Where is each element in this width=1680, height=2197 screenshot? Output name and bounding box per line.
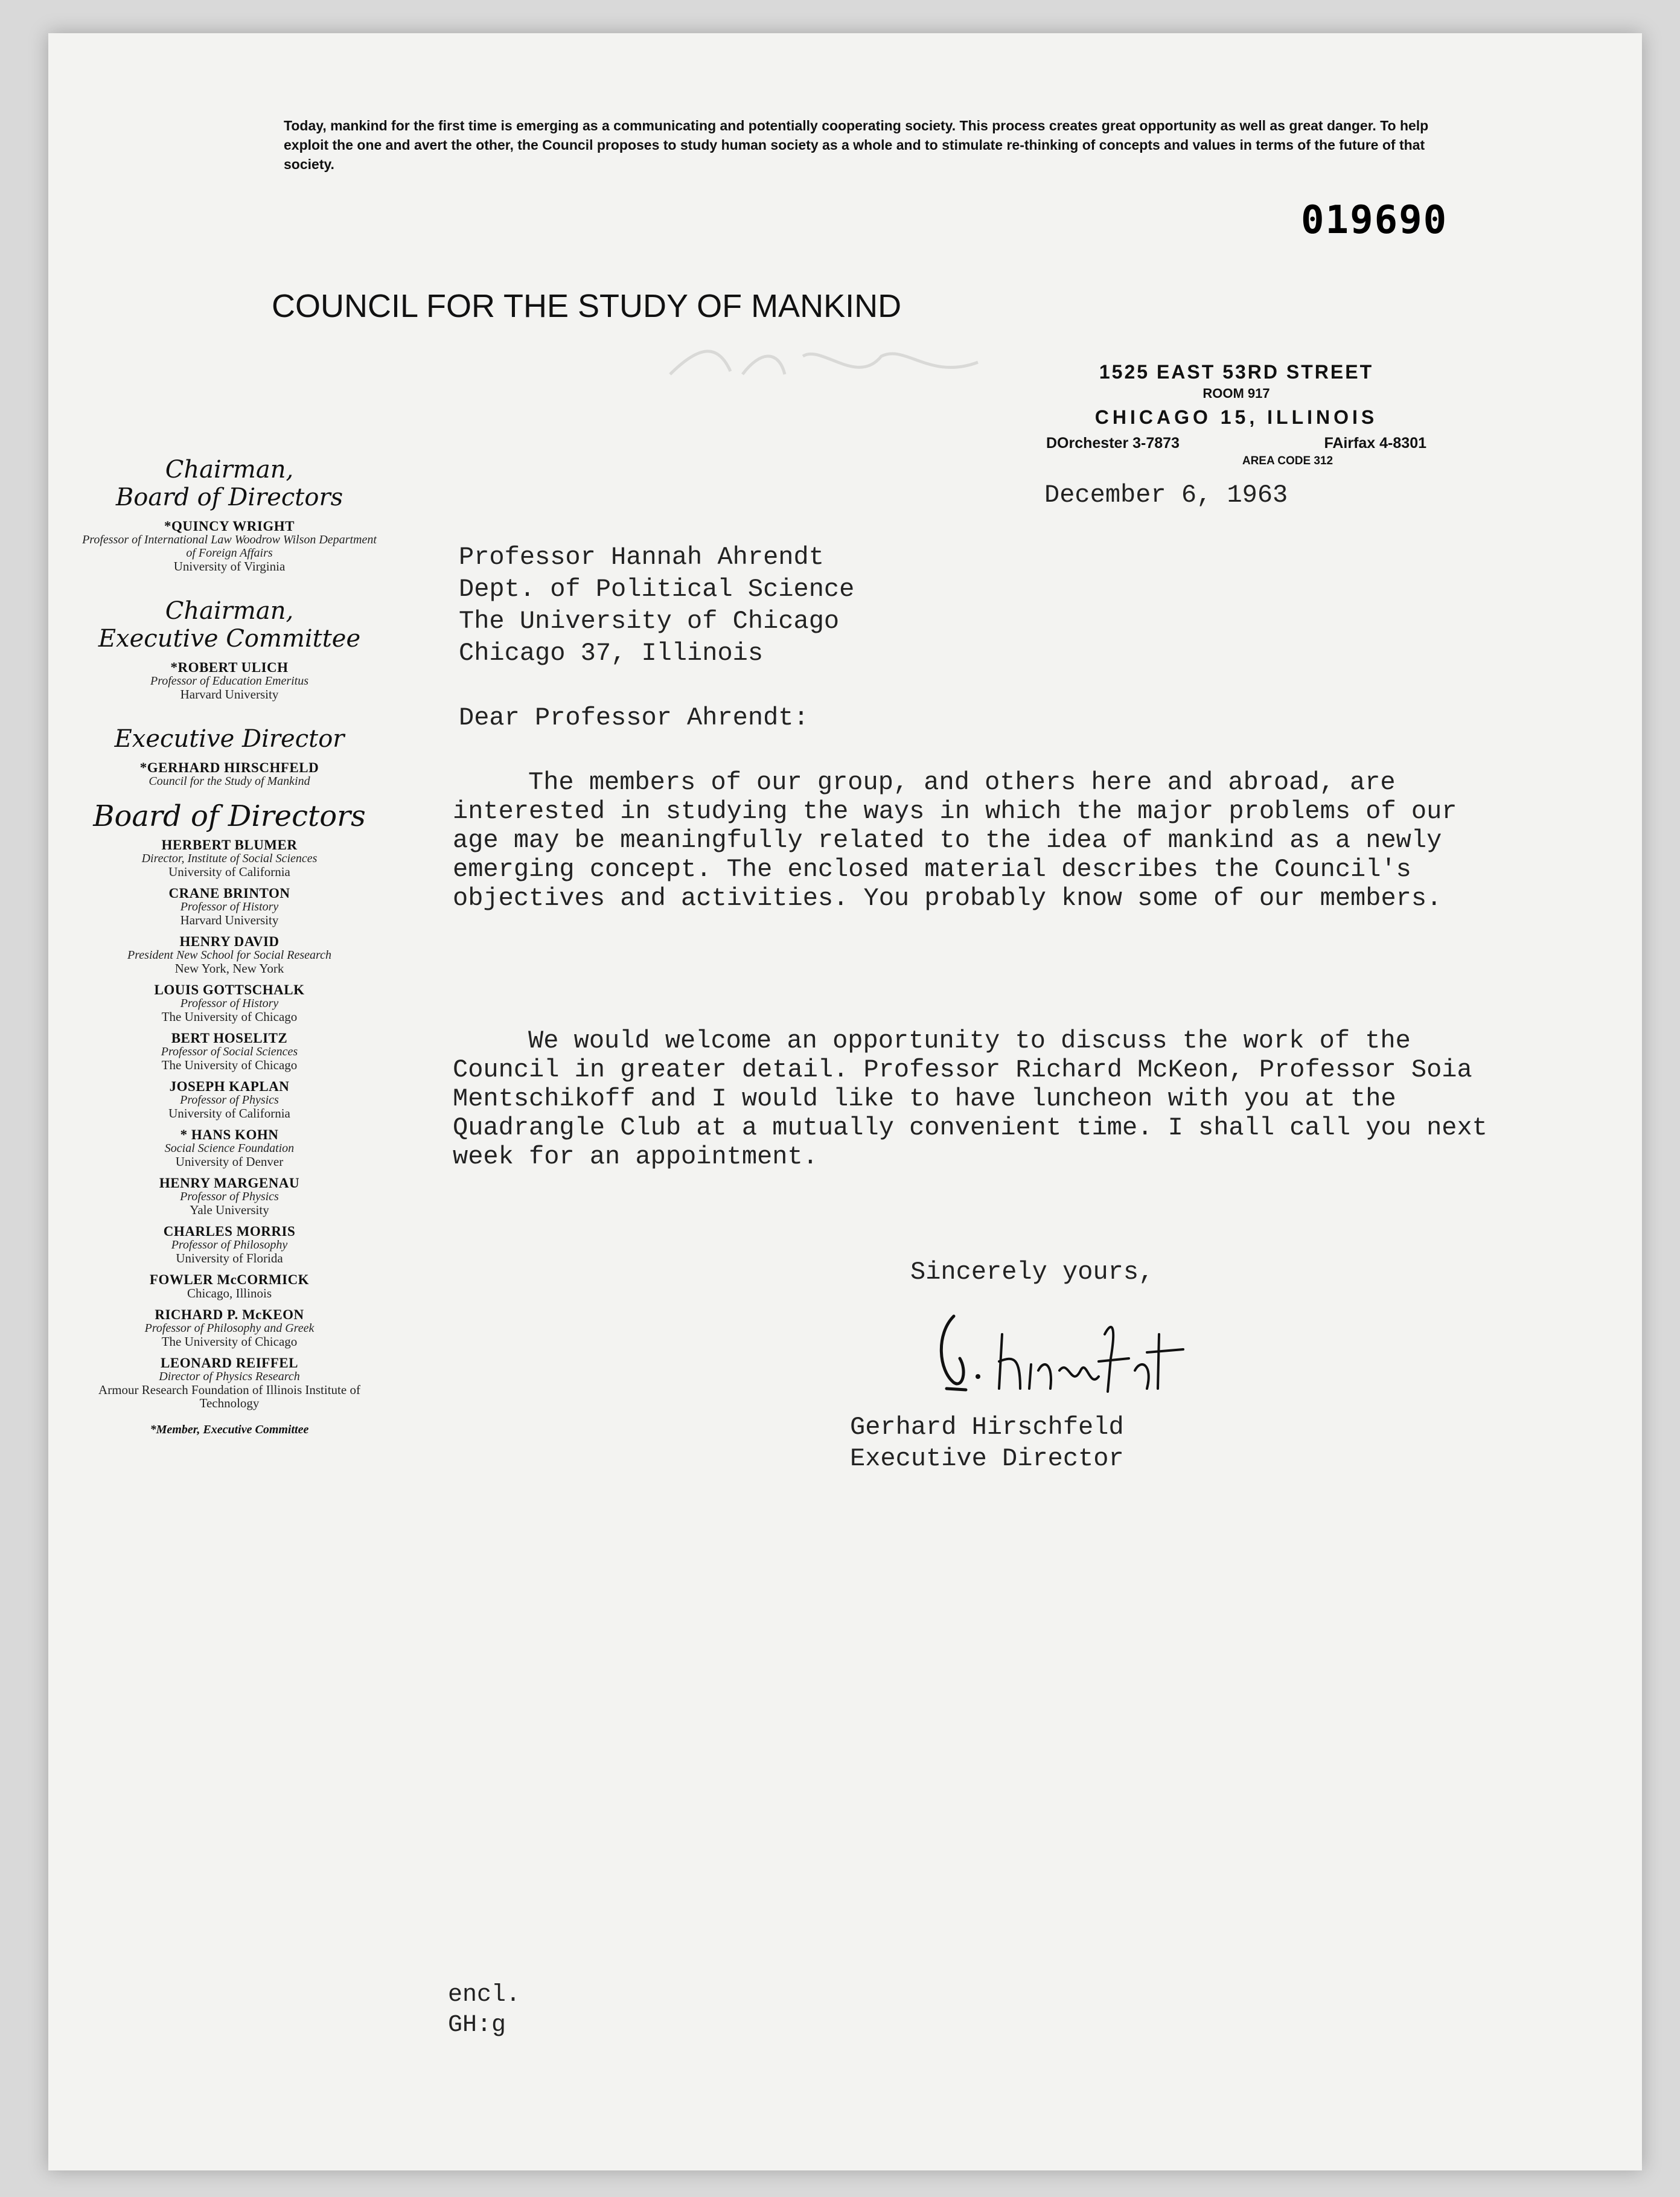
board-of-directors-heading: Board of Directors <box>93 799 366 833</box>
person-title: Professor of History <box>180 900 279 913</box>
board-member-list <box>78 839 380 1410</box>
person-name: *ROBERT ULICH <box>170 660 289 675</box>
typist-initials: GH:g <box>448 2012 506 2039</box>
document-number: 019690 <box>1301 198 1448 243</box>
board-member <box>78 887 380 927</box>
person-title: Professor of International Law Woodrow Wilson Department of Foreign Affairs <box>82 533 377 560</box>
person-institution: Chicago, Illinois <box>187 1286 272 1300</box>
person-institution: The University of Chicago <box>161 1009 298 1024</box>
letter-date: December 6, 1963 <box>1044 481 1288 510</box>
address-city: CHICAGO 15, ILLINOIS <box>1094 406 1378 428</box>
board-member <box>78 1357 380 1410</box>
person-institution: University of California <box>168 865 290 879</box>
person-name: * HANS KOHN <box>180 1127 279 1142</box>
person-title: Professor of Philosophy and Greek <box>144 1322 315 1335</box>
person-institution: University of Florida <box>176 1251 283 1265</box>
board-member <box>78 1128 380 1168</box>
person-title: Director, Institute of Social Sciences <box>141 852 318 865</box>
person-title: Professor of History <box>180 997 279 1010</box>
body-paragraph-1 <box>453 768 1491 913</box>
chairman-board-entry <box>78 520 380 573</box>
recipient-department: Dept. of Political Science <box>459 575 855 604</box>
person-institution: University of Denver <box>175 1154 284 1169</box>
address-street: 1525 EAST 53RD STREET <box>1099 361 1374 383</box>
paragraph-1-text: The members of our group, and others here and abroad, are interested in studying the ways in which the major problems of our age may be meaningfully related to the idea of mankind as a newly emerging concept. The enclosed material describes the Council's objectives and activities. You probably know some of our members. <box>453 768 1457 913</box>
exec-director-entry <box>78 761 380 788</box>
person-name: CRANE BRINTON <box>168 886 290 901</box>
board-member <box>78 1308 380 1348</box>
person-name: FOWLER McCORMICK <box>149 1272 310 1287</box>
person-name: HENRY MARGENAU <box>159 1175 300 1191</box>
phone-dorchester: DOrchester 3-7873 <box>1046 435 1180 452</box>
signature-block <box>850 1412 1124 1474</box>
person-institution: The University of Chicago <box>161 1334 298 1349</box>
recipient-institution: The University of Chicago <box>459 607 840 636</box>
board-member <box>78 935 380 975</box>
chairman-exec-heading <box>78 597 380 653</box>
heading-executive-committee: Executive Committee <box>98 625 361 653</box>
enclosure-label: encl. <box>448 1981 521 2009</box>
person-name: LEONARD REIFFEL <box>161 1355 298 1370</box>
person-title: Council for the Study of Mankind <box>149 775 310 788</box>
person-title: Director of Physics Research <box>159 1370 300 1383</box>
person-title: President New School for Social Research <box>127 948 331 962</box>
board-member <box>78 1273 380 1300</box>
person-institution: Harvard University <box>180 913 279 927</box>
person-institution: The University of Chicago <box>161 1058 298 1072</box>
recipient-address <box>459 542 854 670</box>
person-name: HERBERT BLUMER <box>161 837 298 852</box>
letterhead-sidebar <box>78 450 380 1437</box>
letterhead-title: COUNCIL FOR THE STUDY OF MANKIND <box>272 288 902 324</box>
person-name: BERT HOSELITZ <box>171 1031 288 1046</box>
enclosure-notation <box>448 1980 520 2041</box>
signer-title: Executive Director <box>850 1444 1124 1473</box>
person-institution: Armour Research Foundation of Illinois Institute of Technology <box>98 1383 360 1410</box>
board-member <box>78 1080 380 1120</box>
person-name: LOUIS GOTTSCHALK <box>154 982 305 997</box>
board-member <box>78 839 380 878</box>
complimentary-close: Sincerely yours, <box>910 1258 1154 1287</box>
exec-director-heading: Executive Director <box>114 725 345 753</box>
person-name: HENRY DAVID <box>179 934 279 949</box>
executive-committee-footnote: *Member, Executive Committee <box>150 1423 309 1436</box>
person-institution: Yale University <box>190 1203 269 1217</box>
person-title: Professor of Physics <box>180 1093 279 1107</box>
person-institution: University of Virginia <box>173 559 286 574</box>
person-title: Professor of Social Sciences <box>161 1045 298 1058</box>
phone-fairfax: FAirfax 4-8301 <box>1324 435 1426 452</box>
address-room: ROOM 917 <box>1203 386 1270 401</box>
person-name: RICHARD P. McKEON <box>155 1307 304 1322</box>
handwritten-signature <box>930 1298 1201 1401</box>
heading-chairman: Chairman, <box>165 597 294 625</box>
heading-chairman: Chairman, <box>165 456 294 484</box>
letterhead-address <box>1043 361 1429 468</box>
board-member <box>78 1225 380 1265</box>
person-institution: Harvard University <box>180 687 279 702</box>
body-paragraph-2 <box>453 1026 1491 1171</box>
board-member <box>78 1177 380 1217</box>
person-title: Professor of Philosophy <box>171 1238 288 1252</box>
person-title: Professor of Education Emeritus <box>150 674 309 688</box>
chairman-board-heading <box>78 456 380 511</box>
person-name: CHARLES MORRIS <box>163 1224 296 1239</box>
person-name: *QUINCY WRIGHT <box>164 519 295 534</box>
person-name: JOSEPH KAPLAN <box>169 1079 290 1094</box>
person-institution: University of California <box>168 1106 290 1121</box>
address-phones <box>1043 435 1429 452</box>
person-institution: New York, New York <box>174 961 284 976</box>
salutation: Dear Professor Ahrendt: <box>459 703 809 732</box>
area-code: AREA CODE 312 <box>1242 455 1333 467</box>
recipient-name: Professor Hannah Ahrendt <box>459 543 824 572</box>
board-member <box>78 1032 380 1072</box>
person-title: Professor of Physics <box>180 1190 279 1203</box>
board-member <box>78 983 380 1023</box>
paragraph-2-text: We would welcome an opportunity to discuss the work of the Council in greater detail. Professor Richard McKeon, Professor Soia Mentschikoff and I would like to have luncheon with you at the Quadrangle Club at a mutually convenient time. I shall call you next week for an appointment. <box>453 1026 1487 1171</box>
signer-name: Gerhard Hirschfeld <box>850 1413 1124 1442</box>
person-title: Social Science Foundation <box>164 1142 295 1155</box>
recipient-city: Chicago 37, Illinois <box>459 639 764 668</box>
heading-board-of-directors: Board of Directors <box>115 484 343 511</box>
person-name: *GERHARD HIRSCHFELD <box>139 760 319 775</box>
council-motto: Today, mankind for the first time is emerging as a communicating and potentially cooperating society. This process creates great opportunity as well as great danger. To help exploit the one and avert the other, the Council proposes to study human society as a whole and to stimulate re-thinking of concepts and values in terms of the future of that society. <box>284 118 1429 172</box>
chairman-exec-entry <box>78 661 380 701</box>
